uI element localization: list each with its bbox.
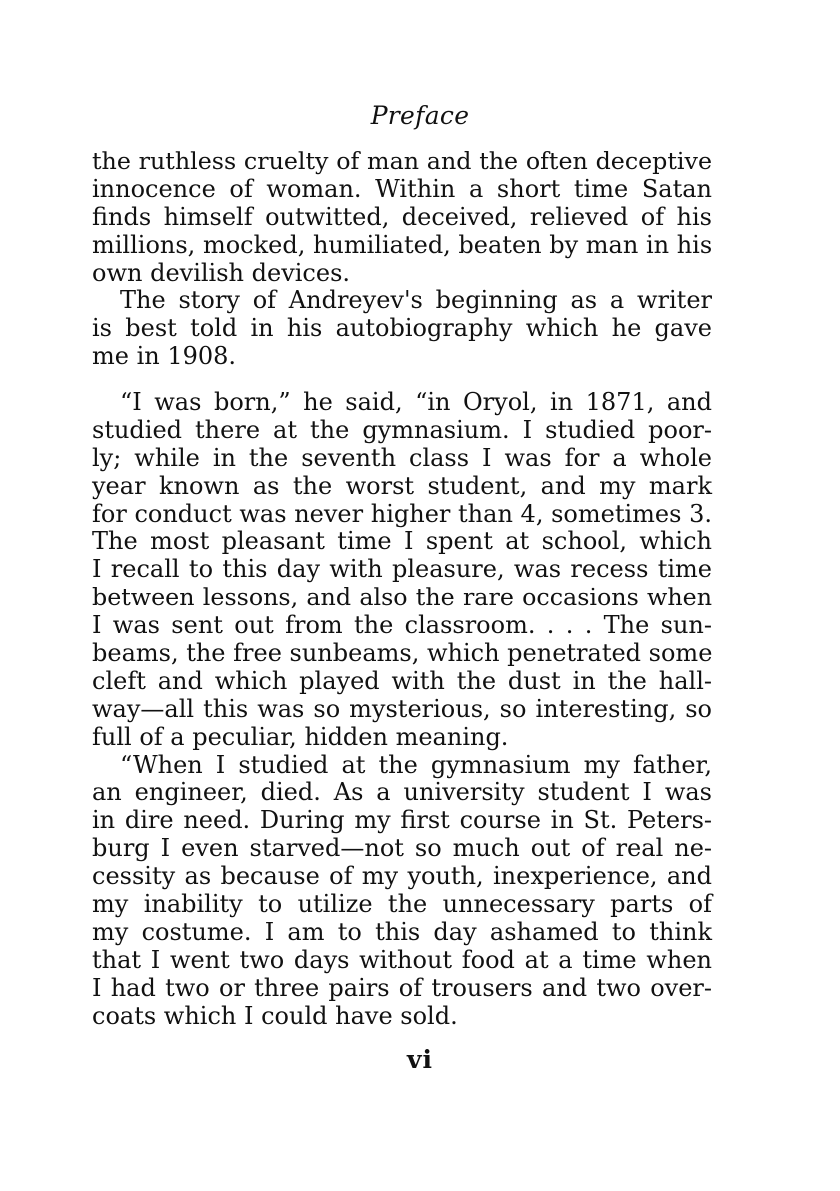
text-line: that I went two days without food at a time when bbox=[92, 945, 712, 974]
text-line: way—all this was so mysterious, so interesting, so bbox=[92, 694, 712, 723]
text-line: for conduct was never higher than 4, sometimes 3. bbox=[92, 499, 712, 528]
text-line: year known as the worst student, and my mark bbox=[92, 471, 712, 500]
text-line: me in 1908. bbox=[92, 342, 237, 371]
running-header: Preface bbox=[370, 101, 470, 130]
text-line: millions, mocked, humiliated, beaten by man in his bbox=[92, 230, 713, 259]
text-line: cleft and which played with the dust in the hall- bbox=[92, 666, 712, 695]
text-line: “When I studied at the gymnasium my father, bbox=[120, 750, 712, 779]
text-line: I was sent out from the classroom. . . . The sun- bbox=[92, 611, 712, 640]
text-line: I had two or three pairs of trousers and two over- bbox=[92, 973, 712, 1002]
text-line: burg I even starved—not so much out of real ne- bbox=[92, 834, 712, 863]
text-line: is best told in his autobiography which he gave bbox=[92, 314, 712, 343]
text-line: in dire need. During my first course in St. Peters- bbox=[92, 806, 712, 835]
text-line: own devilish devices. bbox=[92, 258, 351, 287]
paragraph bbox=[92, 148, 712, 287]
text-line: “I was born,” he said, “in Oryol, in 1871, and bbox=[120, 388, 712, 416]
text-line: the ruthless cruelty of man and the often deceptive bbox=[92, 147, 712, 175]
text-line: finds himself outwitted, deceived, relieved of his bbox=[92, 202, 712, 231]
text-line: my inability to utilize the unnecessary parts of bbox=[92, 890, 712, 919]
text-block-quotation bbox=[92, 389, 712, 1030]
text-line: studied there at the gymnasium. I studied poor- bbox=[92, 415, 712, 444]
paragraph bbox=[92, 287, 712, 371]
text-line: my costume. I am to this day ashamed to think bbox=[92, 917, 712, 946]
page-number: vi bbox=[406, 1045, 434, 1074]
text-line: between lessons, and also the rare occasions when bbox=[92, 583, 712, 612]
text-line: I recall to this day with pleasure, was recess time bbox=[92, 555, 712, 584]
text-line: coats which I could have sold. bbox=[92, 1001, 458, 1030]
text-line: The story of Andreyev's beginning as a writer bbox=[120, 286, 712, 315]
text-line: full of a peculiar, hidden meaning. bbox=[92, 722, 509, 751]
paragraph bbox=[92, 389, 712, 752]
text-line: The most pleasant time I spent at school, which bbox=[92, 527, 712, 556]
text-line: cessity as because of my youth, inexperience, and bbox=[92, 862, 712, 891]
text-line: an engineer, died. As a university student I was bbox=[92, 778, 712, 807]
text-block-upper bbox=[92, 148, 712, 371]
text-line: innocence of woman. Within a short time Satan bbox=[92, 174, 712, 203]
paragraph bbox=[92, 752, 712, 1031]
text-line: ly; while in the seventh class I was for a whole bbox=[92, 443, 712, 472]
text-line: beams, the free sunbeams, which penetrated some bbox=[92, 639, 713, 668]
